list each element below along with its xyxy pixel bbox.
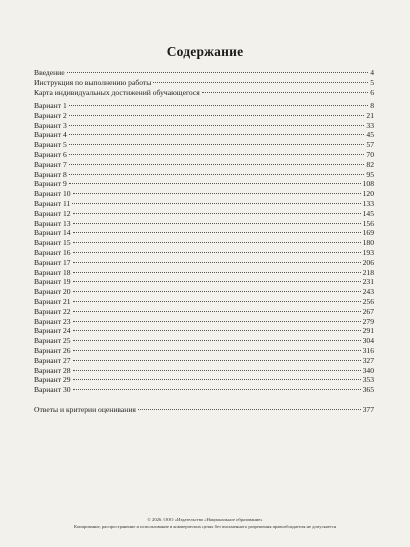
toc-entry bbox=[34, 297, 374, 307]
toc-entry bbox=[34, 101, 374, 111]
variants-section bbox=[34, 101, 374, 395]
toc-entry-label: Вариант 28 bbox=[34, 365, 71, 375]
dot-leader bbox=[73, 378, 361, 380]
dot-leader bbox=[73, 329, 361, 331]
toc-entry bbox=[34, 179, 374, 189]
toc-entry-label: Вариант 25 bbox=[34, 336, 71, 346]
toc-entry-label: Ответы и критерии оценивания bbox=[34, 405, 136, 414]
toc-entry bbox=[34, 68, 374, 78]
toc-entry bbox=[34, 317, 374, 327]
toc-entry-label: Вариант 12 bbox=[34, 208, 71, 218]
toc-entry bbox=[34, 78, 374, 88]
toc-entry-label: Вариант 7 bbox=[34, 159, 67, 169]
footer-notice: Копирование, распространение и использование в коммерческих целях без письменного разрешения правообладателя не допускается bbox=[73, 523, 337, 529]
toc-entry-label: Вариант 13 bbox=[34, 218, 71, 228]
toc-entry-label: Введение bbox=[34, 68, 65, 77]
dot-leader bbox=[69, 133, 365, 135]
dot-leader bbox=[73, 231, 361, 233]
dot-leader bbox=[73, 349, 361, 351]
dot-leader bbox=[73, 251, 361, 253]
dot-leader bbox=[73, 261, 361, 263]
toc-entry-page: 57 bbox=[366, 140, 374, 150]
toc-entry-page: 120 bbox=[362, 189, 374, 199]
toc-entry-page: 327 bbox=[362, 355, 374, 365]
dot-leader bbox=[73, 280, 361, 282]
toc-entry-page: 33 bbox=[366, 120, 374, 130]
toc-entry-page: 6 bbox=[370, 87, 374, 97]
toc-entry-page: 70 bbox=[366, 149, 374, 159]
toc-entry-page: 304 bbox=[362, 336, 374, 346]
dot-leader bbox=[69, 124, 365, 126]
toc-entry-label: Вариант 11 bbox=[34, 198, 71, 208]
toc-entry bbox=[34, 375, 374, 385]
toc-entry-label: Инструкция по выполнению работы bbox=[34, 77, 152, 87]
footer bbox=[0, 517, 410, 530]
toc-entry-page: 5 bbox=[370, 77, 374, 87]
toc-entry-label: Вариант 6 bbox=[34, 149, 67, 159]
toc-entry-label: Вариант 16 bbox=[34, 247, 71, 257]
toc-entry-label: Вариант 26 bbox=[34, 345, 71, 355]
toc-entry-page: 108 bbox=[362, 179, 374, 189]
toc-entry bbox=[34, 150, 374, 160]
toc-entry-label: Вариант 14 bbox=[34, 228, 71, 238]
toc-entry-label: Вариант 17 bbox=[34, 257, 71, 267]
dot-leader bbox=[73, 222, 361, 224]
toc-entry bbox=[34, 140, 374, 150]
dot-leader bbox=[73, 310, 361, 312]
toc-entry-label: Вариант 23 bbox=[34, 316, 71, 326]
toc-entry-page: 193 bbox=[362, 247, 374, 257]
toc-entry-label: Вариант 15 bbox=[34, 238, 71, 248]
toc-entry bbox=[34, 88, 374, 98]
dot-leader bbox=[73, 300, 361, 302]
dot-leader bbox=[67, 71, 369, 73]
dot-leader bbox=[73, 339, 361, 341]
toc-entry-label: Вариант 18 bbox=[34, 267, 71, 277]
dot-leader bbox=[73, 359, 361, 361]
toc-entry bbox=[34, 189, 374, 199]
dot-leader bbox=[69, 104, 368, 106]
toc-entry-label: Вариант 24 bbox=[34, 326, 71, 336]
toc-entry-label: Вариант 9 bbox=[34, 179, 67, 189]
toc-entry-label: Вариант 20 bbox=[34, 287, 71, 297]
toc-entry-page: 231 bbox=[362, 277, 374, 287]
toc-entry bbox=[34, 277, 374, 287]
toc-entry-answers bbox=[34, 405, 374, 415]
answers-section bbox=[34, 405, 374, 415]
toc-entry-page: 218 bbox=[362, 267, 374, 277]
toc-entry-page: 145 bbox=[362, 208, 374, 218]
dot-leader bbox=[73, 192, 361, 194]
footer-copyright: © 2026. ООО «Издательство «Национальное образование» bbox=[147, 517, 263, 522]
toc-entry bbox=[34, 287, 374, 297]
dot-leader bbox=[153, 81, 368, 83]
toc-entry-page: 365 bbox=[362, 385, 374, 395]
toc-entry-page: 243 bbox=[362, 287, 374, 297]
toc-entry bbox=[34, 111, 374, 121]
dot-leader bbox=[69, 153, 365, 155]
dot-leader bbox=[138, 408, 361, 410]
toc-entry bbox=[34, 160, 374, 170]
toc-entry bbox=[34, 238, 374, 248]
toc-entry bbox=[34, 385, 374, 395]
toc-entry bbox=[34, 121, 374, 131]
toc-entry-page: 291 bbox=[362, 326, 374, 336]
toc-entry-page: 95 bbox=[366, 169, 374, 179]
toc-entry bbox=[34, 356, 374, 366]
dot-leader bbox=[73, 369, 361, 371]
toc-entry bbox=[34, 307, 374, 317]
dot-leader bbox=[69, 163, 365, 165]
toc-entry-page: 82 bbox=[366, 159, 374, 169]
dot-leader bbox=[69, 182, 361, 184]
toc-entry bbox=[34, 209, 374, 219]
toc-entry bbox=[34, 336, 374, 346]
toc-entry bbox=[34, 258, 374, 268]
toc-entry-page: 21 bbox=[366, 110, 374, 120]
toc-entry-page: 256 bbox=[362, 296, 374, 306]
toc-entry-page: 267 bbox=[362, 306, 374, 316]
dot-leader bbox=[73, 388, 361, 390]
toc-entry-page: 45 bbox=[366, 130, 374, 140]
toc-entry bbox=[34, 268, 374, 278]
dot-leader bbox=[73, 290, 361, 292]
dot-leader bbox=[69, 143, 365, 145]
toc-entry-page: 8 bbox=[370, 101, 374, 110]
toc-entry-label: Вариант 2 bbox=[34, 110, 67, 120]
toc-entry-label: Вариант 4 bbox=[34, 130, 67, 140]
dot-leader bbox=[69, 173, 365, 175]
toc-entry-label: Вариант 8 bbox=[34, 169, 67, 179]
toc-entry bbox=[34, 130, 374, 140]
toc-entry-label: Вариант 27 bbox=[34, 355, 71, 365]
dot-leader bbox=[73, 241, 361, 243]
toc-entry-page: 353 bbox=[362, 375, 374, 385]
page-title: Содержание bbox=[166, 44, 244, 59]
toc-entry-label: Карта индивидуальных достижений обучающегося bbox=[34, 87, 200, 97]
toc-entry bbox=[34, 366, 374, 376]
dot-leader bbox=[72, 202, 360, 204]
dot-leader bbox=[73, 320, 361, 322]
toc-entry-page: 206 bbox=[362, 257, 374, 267]
toc-entry bbox=[34, 170, 374, 180]
toc-entry-page: 180 bbox=[362, 238, 374, 248]
toc-entry-page: 279 bbox=[362, 316, 374, 326]
intro-section bbox=[34, 68, 374, 97]
toc-entry-label: Вариант 29 bbox=[34, 375, 71, 385]
toc-entry-label: Вариант 5 bbox=[34, 140, 67, 150]
toc-entry-label: Вариант 10 bbox=[34, 189, 71, 199]
toc-entry bbox=[34, 219, 374, 229]
toc-entry bbox=[34, 248, 374, 258]
toc-entry-page: 340 bbox=[362, 365, 374, 375]
toc-entry-page: 169 bbox=[362, 228, 374, 238]
toc-entry-label: Вариант 19 bbox=[34, 277, 71, 287]
toc-entry-page: 377 bbox=[362, 405, 374, 414]
dot-leader bbox=[202, 91, 368, 93]
toc-entry bbox=[34, 326, 374, 336]
toc-entry-page: 156 bbox=[362, 218, 374, 228]
toc-entry-label: Вариант 30 bbox=[34, 385, 71, 395]
toc-entry bbox=[34, 346, 374, 356]
toc-entry-page: 133 bbox=[362, 198, 374, 208]
toc-entry-page: 316 bbox=[362, 345, 374, 355]
dot-leader bbox=[73, 271, 361, 273]
toc-entry-label: Вариант 21 bbox=[34, 296, 71, 306]
toc-entry bbox=[34, 199, 374, 209]
toc-entry-page: 4 bbox=[370, 68, 374, 77]
toc-entry-label: Вариант 1 bbox=[34, 101, 67, 110]
dot-leader bbox=[69, 114, 365, 116]
toc-entry bbox=[34, 228, 374, 238]
toc-entry-label: Вариант 3 bbox=[34, 120, 67, 130]
dot-leader bbox=[73, 212, 361, 214]
toc-entry-label: Вариант 22 bbox=[34, 306, 71, 316]
